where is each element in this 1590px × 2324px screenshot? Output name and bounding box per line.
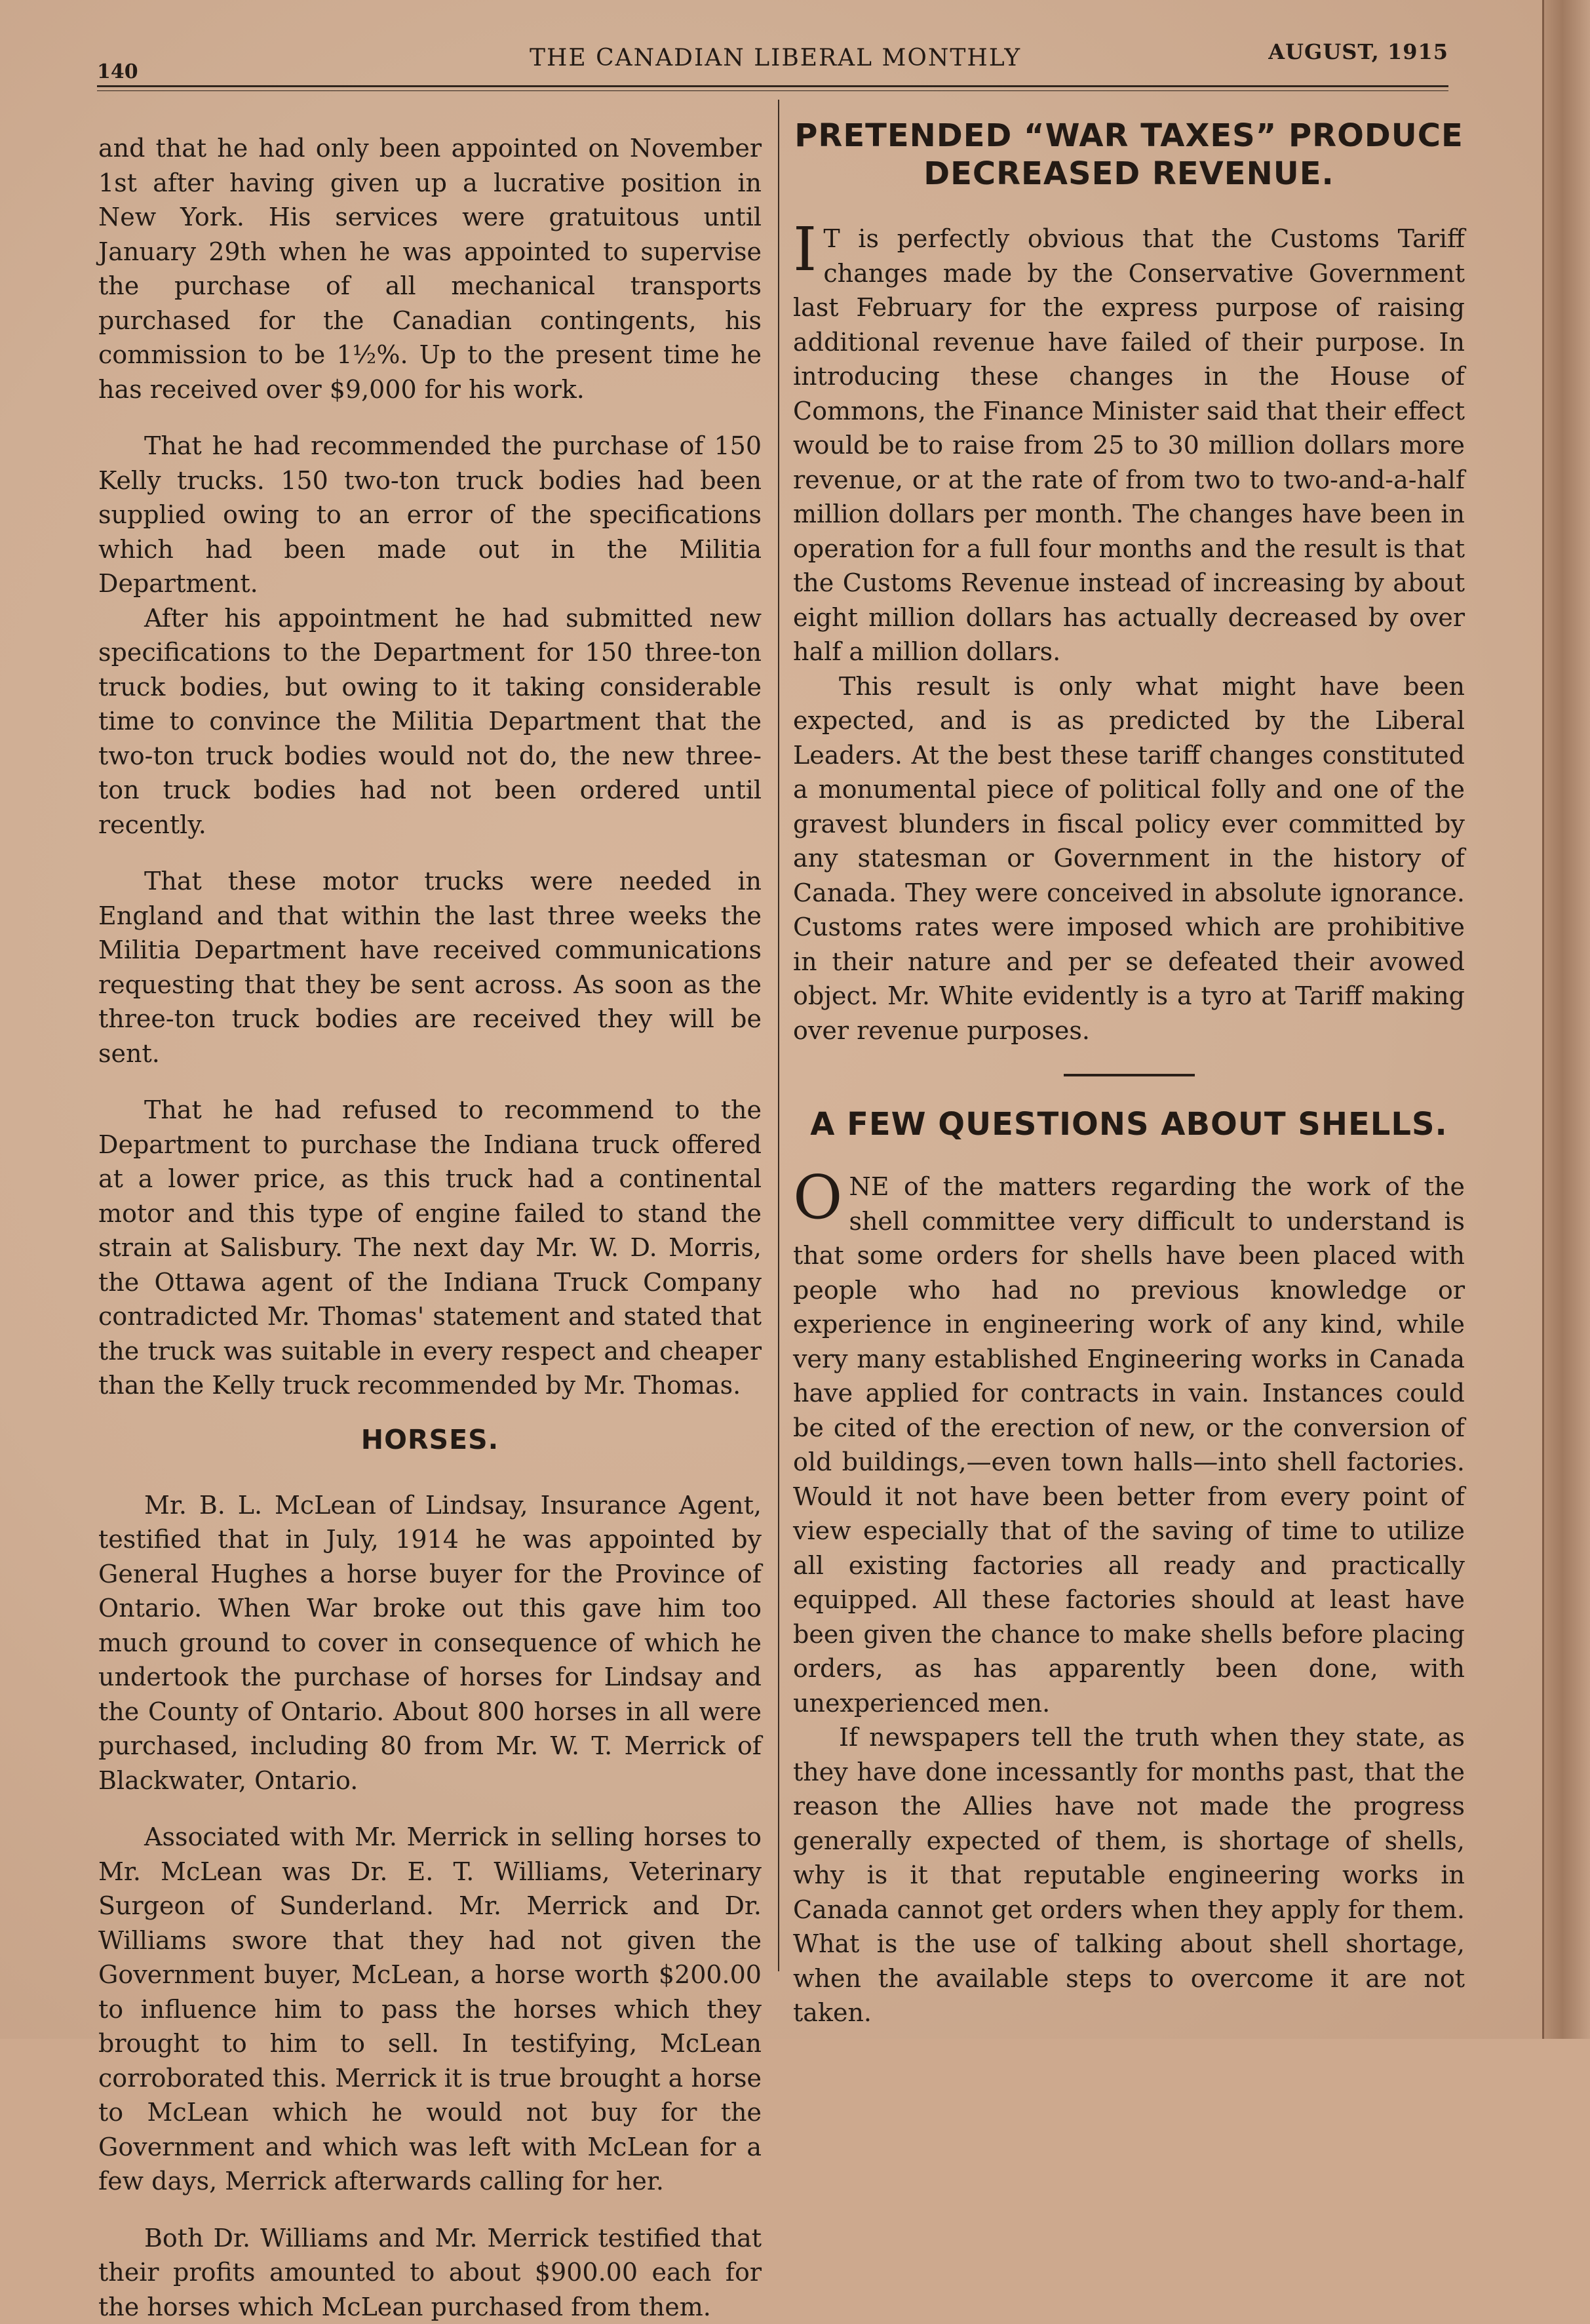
lead-text: NE of the matters regarding the work of the shell committee very difficult to understand is that some orders for shells have been placed with people who had no previous knowledge or experience in engineering work of any kind, while very many established Engineering works in Canada have applied for contracts in vain. Instances could be cited of the erection of new, or the conversion of old buildings,—even town halls—into shell factories. Would it not have been better from every point of view especially that of the saving of time to utilize all existing factories all ready and practically equipped. All these factories should at least have been given the chance to make shells before placing orders, as has apparently been done, with unexperienced men. [793,1172,1465,1718]
column-divider [778,100,779,1971]
paragraph: and that he had only been appointed on November 1st after having given up a lucrative position in New York. His services were gratuitous until January 29th when he was appointed to supervise the purchase of all mechanical transports purchased for the Canadian contingents, his commission to be 1½%. Up to the present time he has received over $9,000 for his work. [98,131,762,406]
paragraph: That he had refused to recommend to the Department to purchase the Indiana truck offered at a lower price, as this truck had a continental motor and this type of engine failed to stand the strain at Salisbury. The next day Mr. W. D. Morris, the Ottawa agent of the Indiana Truck Company contradicted Mr. Thomas' statement and stated that the truck was suitable in every respect and cheaper than the Kelly truck recommended by Mr. Thomas. [98,1093,762,1403]
lead-text: T is perfectly obvious that the Customs Tariff changes made by the Conservative Government last February for the express purpose of raising additional revenue have failed of their purpose. In introducing these changes in the House of Commons, the Finance Minister said that their effect would be to raise from 25 to 30 million dollars more revenue, or at the rate of from two to two-and-a-half million dollars per month. The changes have been in operation for a full four months and the result is that the Customs Revenue instead of increasing by about eight million dollars has actually decreased by over half a million dollars. [793,224,1465,666]
paragraph: That these motor trucks were needed in England and that within the last three weeks the Militia Department have received communications requesting that they be sent across. As soon as the three-ton truck bodies are received they will be sent. [98,864,762,1071]
horses-heading: HORSES. [98,1423,762,1457]
paragraph: After his appointment he had submitted new specifications to the Department for 150 three-ton truck bodies, but owing to it taking considerable time to convince the Militia Department that the two-ton truck bodies would not do, the new three-ton truck bodies had not been ordered until recently. [98,601,762,842]
page-number: 140 [97,60,138,83]
article-heading: A FEW QUESTIONS ABOUT SHELLS. [793,1105,1465,1143]
section-separator [1064,1074,1195,1076]
paragraph: Both Dr. Williams and Mr. Merrick testified that their profits amounted to about $900.00 each for the horses which McLean purchased from them. [98,2221,762,2324]
article-heading: PRETENDED “WAR TAXES” PRODUCE DECREASED REVENUE. [793,117,1465,193]
page-edge [1542,0,1590,2039]
header-rule [97,85,1448,87]
paragraph: That he had recommended the purchase of 150 Kelly trucks. 150 two-ton truck bodies had been supplied owing to an error of the specifications which had been made out in the Militia Department. [98,429,762,601]
header-rule-thin [97,90,1448,91]
paragraph: This result is only what might have been expected, and is as predicted by the Liberal Leaders. At the best these tariff changes constituted a monumental piece of political folly and one of the gravest blunders in fiscal policy ever committed by any statesman or Government in the history of Canada. They were conceived in absolute ignorance. Customs rates were imposed which are prohibitive in their nature and per se defeated their avowed object. Mr. White evidently is a tyro at Tariff making over revenue purposes. [793,669,1465,1048]
drop-cap: O [793,1172,842,1223]
running-header [97,39,1448,79]
left-column [98,131,762,2324]
paragraph: If newspapers tell the truth when they state, as they have done incessantly for months past, that the reason the Allies have not made the progress generally expected of them, is shortage of shells, why is it that reputable engineering works in Canada cannot get orders when they apply for them. What is the use of talking about shell shortage, when the available steps to overcome it are not taken. [793,1720,1465,2030]
right-column [793,117,1465,2030]
article-lead-paragraph [793,222,1465,669]
issue-date: AUGUST, 1915 [1268,39,1448,64]
article-lead-paragraph [793,1170,1465,1720]
drop-cap: I [793,224,817,275]
journal-title: THE CANADIAN LIBERAL MONTHLY [530,45,1021,71]
paragraph: Associated with Mr. Merrick in selling horses to Mr. McLean was Dr. E. T. Williams, Veterinary Surgeon of Sunderland. Mr. Merrick and Dr. Williams swore that they had not given the Government buyer, McLean, a horse worth $200.00 to influence him to pass the horses which they brought to him to sell. In testifying, McLean corroborated this. Merrick it is true brought a horse to McLean which he would not buy for the Government and which was left with McLean for a few days, Merrick afterwards calling for her. [98,1820,762,2199]
paragraph: Mr. B. L. McLean of Lindsay, Insurance Agent, testified that in July, 1914 he was appointed by General Hughes a horse buyer for the Province of Ontario. When War broke out this gave him too much ground to cover in consequence of which he undertook the purchase of horses for Lindsay and the County of Ontario. About 800 horses in all were purchased, including 80 from Mr. W. T. Merrick of Blackwater, Ontario. [98,1488,762,1798]
